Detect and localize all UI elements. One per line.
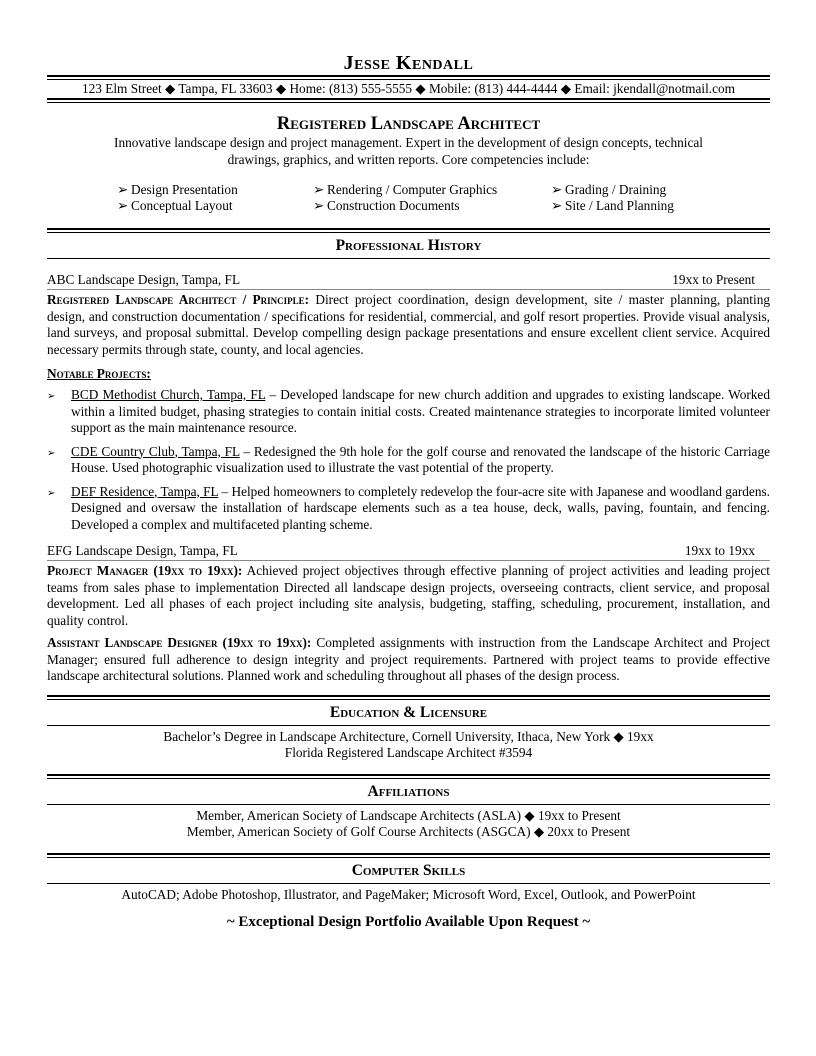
affiliation-item: Member, American Society of Golf Course Architects (ASGCA) ◆ 20xx to Present bbox=[186, 824, 631, 839]
competency-item: ➢ Rendering / Computer Graphics bbox=[313, 182, 498, 197]
project-item: ➢ BCD Methodist Church, Tampa, FL – Developed landscape for new church addition and upgrades to existing landscape. Worked within a limited budget, phasing strategies to contain initial costs. Created maintenance strategies to incorporate limited volunteer support as the main maintenance resource. bbox=[47, 387, 770, 435]
arrow-bullet-icon: ➢ bbox=[117, 182, 129, 197]
section-rule bbox=[47, 853, 770, 858]
affiliation-item: Member, American Society of Landscape Architects (ASLA) ◆ 19xx to Present bbox=[196, 807, 621, 823]
notable-projects-heading: Notable Projects: bbox=[47, 366, 151, 381]
project-name: BCD Methodist Church, Tampa, FL bbox=[71, 387, 266, 402]
arrow-bullet-icon: ➢ bbox=[47, 487, 56, 499]
company-name: ABC Landscape Design, Tampa, FL bbox=[47, 272, 241, 287]
job-description: Assistant Landscape Designer (19xx to 19xx): Completed assignments with instruction from the Landscape Architect and Project Manager; ensured full adherence to design integrity and project requirements. Partnered with project teams to provide effective landscape architectural solutions. Planned work and scheduling throughout all phases of the design process. bbox=[47, 635, 770, 683]
job-role: Assistant Landscape Designer (19xx to 19xx): bbox=[47, 635, 312, 650]
job-dates: 19xx to 19xx bbox=[684, 543, 755, 558]
company-name: EFG Landscape Design, Tampa, FL bbox=[47, 543, 238, 558]
arrow-bullet-icon: ➢ bbox=[117, 198, 129, 213]
arrow-bullet-icon: ➢ bbox=[47, 447, 56, 459]
section-rule bbox=[47, 883, 770, 884]
project-item: ➢ DEF Residence, Tampa, FL – Helped homeowners to completely redevelop the four-acre site with Japanese and woodland gardens. Designed and oversaw the installation of hardscape elements such as a tea house, deck, walls, paving, fountain, and fencing. Developed a complex and multifaceted planting scheme. bbox=[47, 483, 770, 532]
candidate-name: Jesse Kendall bbox=[343, 52, 474, 74]
project-name: DEF Residence, Tampa, FL bbox=[71, 483, 219, 499]
arrow-bullet-icon: ➢ bbox=[313, 182, 325, 197]
section-rule bbox=[47, 725, 770, 726]
job-description: Project Manager (19xx to 19xx): Achieved project objectives through effective planning of project activities and leading project teams from sales phase to implementation Directed all landscape design projects, overseeing contracts, client service, and proposal development. Led all phases of each project including site analysis, budgeting, staffing, scheduling, procurement, installation, and quality control. bbox=[47, 563, 770, 628]
contact-line: 123 Elm Street ◆ Tampa, FL 33603 ◆ Home: (813) 555-5555 ◆ Mobile: (813) 444-4444 ◆ Email: jkendall@notmail.com bbox=[81, 81, 736, 96]
competency-item: ➢ Site / Land Planning bbox=[551, 198, 674, 213]
job-dates: 19xx to Present bbox=[672, 272, 755, 287]
competency-item: ➢ Grading / Draining bbox=[551, 182, 667, 197]
arrow-bullet-icon: ➢ bbox=[47, 391, 56, 402]
arrow-bullet-icon: ➢ bbox=[313, 198, 325, 213]
job-role: Registered Landscape Architect / Principle: bbox=[47, 292, 310, 307]
skills-text: AutoCAD; Adobe Photoshop, Illustrator, and PageMaker; Microsoft Word, Excel, Outlook, and PowerPoint bbox=[121, 886, 696, 902]
competency-item: ➢ Conceptual Layout bbox=[117, 198, 233, 213]
job-role: Project Manager (19xx to 19xx): bbox=[47, 563, 243, 578]
arrow-bullet-icon: ➢ bbox=[551, 182, 563, 197]
project-item: ➢ CDE Country Club, Tampa, FL – Redesigned the 9th hole for the golf course and renovated the landscape of the historic Carriage House. Used photographic visualization used to illustrate the vast potential of the property. bbox=[47, 443, 770, 475]
arrow-bullet-icon: ➢ bbox=[551, 198, 563, 213]
contact-rule bbox=[47, 98, 770, 103]
section-rule bbox=[47, 258, 770, 259]
portfolio-note: ~ Exceptional Design Portfolio Available Upon Request ~ bbox=[226, 914, 591, 930]
project-name: CDE Country Club, Tampa, FL bbox=[71, 443, 240, 459]
job-header bbox=[47, 272, 770, 290]
section-heading-history: Professional History bbox=[335, 237, 482, 254]
competencies-list bbox=[117, 182, 770, 214]
summary-text: Innovative landscape design and project management. Expert in the development of design concepts, technical drawings, graphics, and written reports. Core competencies include: bbox=[114, 135, 703, 167]
section-heading-skills: Computer Skills bbox=[351, 861, 466, 879]
competency-item: ➢ Construction Documents bbox=[313, 198, 460, 213]
job-header bbox=[47, 543, 770, 561]
section-rule bbox=[47, 695, 770, 700]
professional-title: Registered Landscape Architect bbox=[276, 114, 541, 134]
resume-page bbox=[47, 0, 770, 931]
job-description: Registered Landscape Architect / Principle: Direct project coordination, design development, site / master planning, planting design, and construction documentation / specifications for residential, commercial, and golf resort properties. Provide visual analysis, land surveys, and proposal submittal. Develop compelling design package presentations and ensure excellent client service. Acquired necessary permits through state, county, and local agencies. bbox=[47, 292, 770, 357]
section-heading-education: Education & Licensure bbox=[329, 703, 488, 721]
section-heading-affiliations: Affiliations bbox=[367, 782, 450, 800]
education-item: Florida Registered Landscape Architect #3594 bbox=[284, 745, 533, 760]
section-rule bbox=[47, 228, 770, 233]
section-rule bbox=[47, 774, 770, 779]
competency-item: ➢ Design Presentation bbox=[117, 182, 238, 197]
education-item: Bachelor’s Degree in Landscape Architecture, Cornell University, Ithaca, New York ◆ 19xx bbox=[163, 728, 654, 744]
section-rule bbox=[47, 804, 770, 805]
